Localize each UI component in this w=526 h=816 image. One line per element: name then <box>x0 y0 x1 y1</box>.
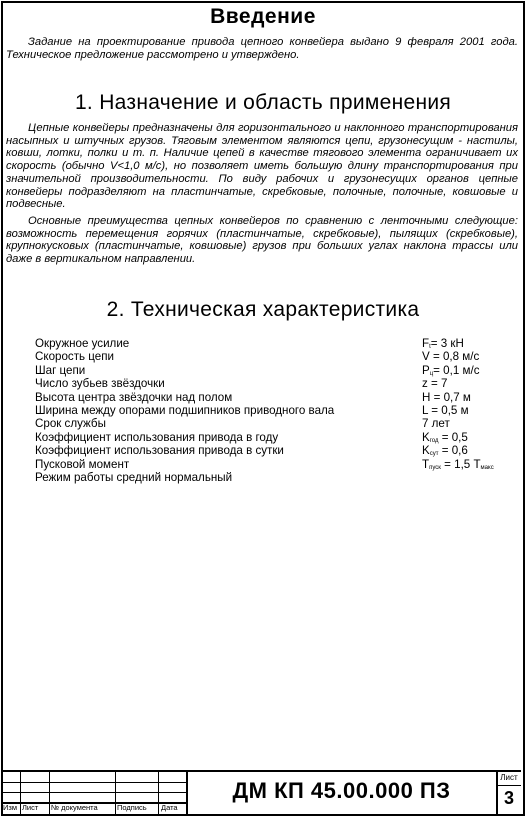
spec-row <box>35 377 515 390</box>
spec-value: $T_{пуск} = 1,5$ $T_{макс}$ <box>422 457 494 471</box>
spec-name: Высота центра звёздочки над полом <box>35 390 233 404</box>
spec-row <box>35 458 515 471</box>
date-label: Дата <box>161 803 178 812</box>
spec-name: Число зубьев звёздочки <box>35 377 165 391</box>
spec-value: V = 0,8 м/с <box>422 350 480 364</box>
sheet-col-label: Лист <box>22 803 39 812</box>
spec-row <box>35 444 515 457</box>
document-no-label: № документа <box>51 803 98 812</box>
spec-row <box>35 431 515 444</box>
spec-name: Окружное усилие <box>35 337 130 350</box>
spec-name: Пусковой момент <box>35 457 130 471</box>
section2-title: 2. Техническая характеристика <box>106 298 420 321</box>
spec-row <box>35 417 515 430</box>
spec-name: Срок службы <box>35 417 106 431</box>
signature-label: Подпись <box>117 803 147 812</box>
spec-value: $K_{год} = 0,5$ <box>422 430 468 444</box>
intro-title: Введение <box>210 5 316 28</box>
spec-value: z = 7 <box>422 377 448 391</box>
spec-row <box>35 350 515 363</box>
spec-name: Коэффициент использования привода в сутки <box>35 444 284 458</box>
sheet-label: Лист <box>500 773 518 782</box>
section1-paragraph-2: Основные преимущества цепных конвейеров по сравнению с ленточными следующие: возможность перемещения горячих (пластинчатые, скребковые), пылящих (скребковые), крупнокусковых (пластинчатые, ковшовые) грузов при больших углах наклона трассы или даже в вертикальном направлении. <box>6 215 518 266</box>
spec-value: H = 0,7 м <box>422 390 471 404</box>
spec-value: $K_{сут} = 0,6$ <box>422 444 468 458</box>
spec-name: Шаг цепи <box>35 363 86 377</box>
spec-name: Ширина между опорами подшипников приводного вала <box>35 403 335 417</box>
spec-value: $F_t= 3$ кН <box>422 337 464 350</box>
document-code: ДМ КП 45.00.000 ПЗ <box>232 778 451 803</box>
spec-row <box>35 471 515 484</box>
spec-name: Режим работы средний нормальный <box>35 470 233 484</box>
spec-value: 7 лет <box>422 417 450 431</box>
spec-value: $P_ц= 0,1$ м/с <box>422 363 480 377</box>
spec-row <box>35 337 515 350</box>
section1-title: 1. Назначение и область применения <box>74 91 452 114</box>
spec-row <box>35 404 515 417</box>
section1-paragraph-1: Цепные конвейеры предназначены для горизонтального и наклонного транспортирования насыпных и штучных грузов. Тяговым элементом являются цепи, грузонесущим - настилы, ковши, лотки, полки и т. п. Наличие цепей в качестве тягового элемента ограничивает их скорость (обычно V<1,0 м/с), но позволяет иметь большую длину транспортирования при значительной производительности. По виду рабочих и грузонесущих органов цепные конвейеры подразделяют на пластинчатые, скребковые, полочные, полочные, ковшовые и подвесные. <box>6 122 518 211</box>
spec-name: Коэффициент использования привода в году <box>35 430 279 444</box>
title-block <box>1 770 521 814</box>
spec-value: L = 0,5 м <box>422 403 469 417</box>
spec-row <box>35 391 515 404</box>
spec-table <box>35 337 515 484</box>
spec-name: Скорость цепи <box>35 350 114 364</box>
intro-text: Задание на проектирование привода цепного конвейера выдано 9 февраля 2001 года. Техническое предложение рассмотрено и утверждено. <box>6 36 518 61</box>
sheet-number: 3 <box>503 788 514 808</box>
spec-row <box>35 364 515 377</box>
change-label: Изм <box>3 803 17 812</box>
